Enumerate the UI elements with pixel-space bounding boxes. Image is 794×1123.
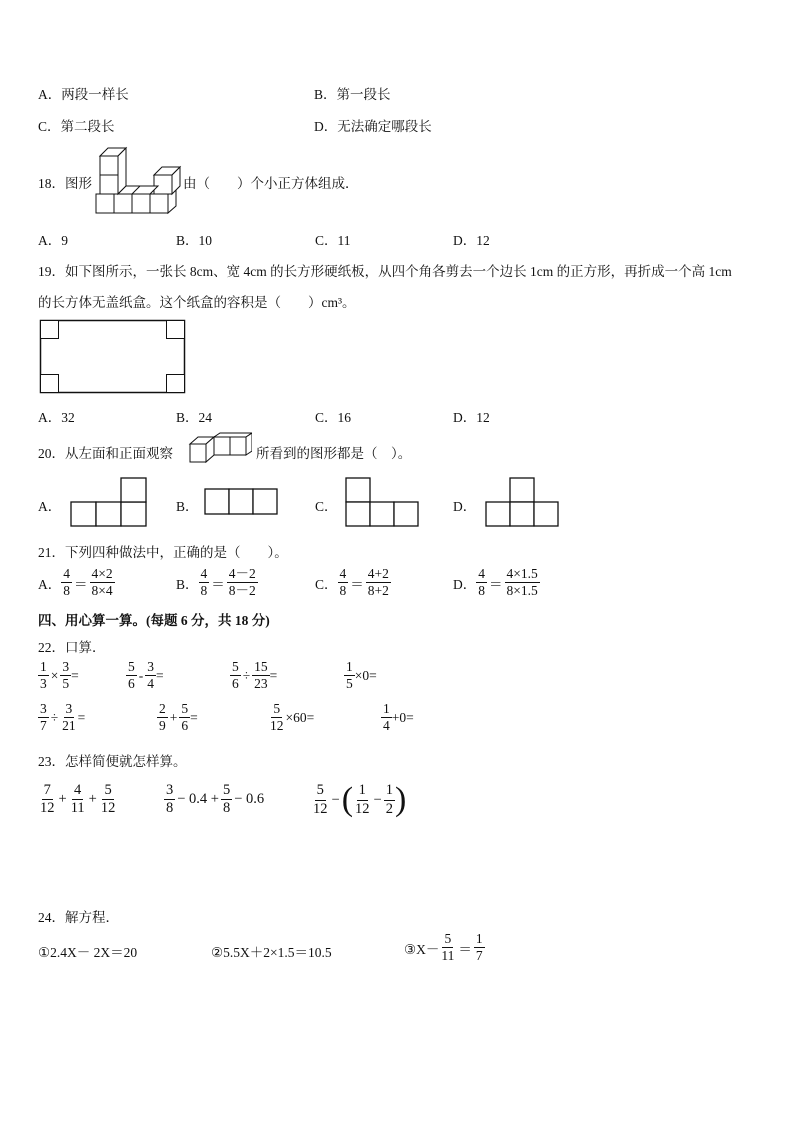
q21-option-c: C． $\frac{4}{8}$ ＝ $\frac{4+2}{8+2}$	[315, 566, 389, 599]
q22-expr-6: $\frac{2}{9}$ + $\frac{5}{6}$ =	[159, 701, 198, 734]
q20-option-c-label: C．	[315, 499, 338, 514]
q21-option-label: B．	[176, 576, 199, 592]
fraction: $\frac{4+2}{8+2}$	[367, 566, 389, 599]
q24-equation-3: ③X－ $\frac{5}{11}$ ＝ $\frac{1}{7}$	[404, 931, 483, 964]
q22-expr-7: $\frac{5}{12}$ ×60=	[270, 701, 315, 734]
q20-text-start: 20．从左面和正面观察	[38, 446, 173, 461]
q20-option-b-figure	[202, 487, 282, 517]
q21-option-label: A．	[38, 576, 62, 592]
section-4-heading: 四、用心算一算。(每题 6 分，共 18 分)	[38, 613, 270, 628]
q18-option-b: B．10	[176, 233, 213, 248]
q23-expr-2: $\frac{3}{8}$ − 0.4 + $\frac{5}{8}$ − 0.6	[166, 782, 265, 817]
q21-text: 21．下列四种做法中，正确的是（ ）。	[38, 545, 288, 560]
fraction: $\frac{4}{8}$	[339, 566, 347, 599]
q22-expr-8: $\frac{1}{4}$ +0=	[383, 701, 414, 734]
q19-option-b: B．24	[176, 410, 213, 425]
q22-title: 22．口算．	[38, 640, 106, 655]
fraction: $\frac{4}{8}$	[63, 566, 70, 599]
q17-option-d: D．无法确定哪段长	[314, 119, 432, 134]
q18-text: 由（ ）个小正方体组成．	[183, 176, 359, 191]
cardboard-rectangle-figure-q19	[38, 318, 188, 396]
q19-option-d: D．12	[453, 410, 490, 425]
fraction: $\frac{4\times 2}{8\times 4}$	[91, 566, 113, 599]
q22-expr-1: $\frac{1}{3}$ × $\frac{3}{5}$ =	[40, 659, 79, 692]
q19-option-a: A．32	[38, 410, 75, 425]
q23-expr-1: $\frac{7}{12}$ + $\frac{4}{11}$ + $\frac{5}{12}$	[40, 782, 116, 817]
q20-option-a-label: A．	[38, 499, 62, 514]
q17-option-b: B．第一段长	[314, 87, 391, 102]
q19-option-c: C．16	[315, 410, 352, 425]
q18-option-d: D．12	[453, 233, 490, 248]
cube-stack-figure-q18	[92, 142, 184, 216]
q22-expr-5: $\frac{3}{7}$ ÷ $\frac{3}{21}$ =	[40, 701, 86, 734]
q22-expr-4: $\frac{1}{5}$ ×0=	[346, 659, 377, 692]
q18-option-c: C．11	[315, 233, 351, 248]
fraction: $\frac{4\times 1.5}{8\times 1.5}$	[506, 566, 538, 599]
fraction: $\frac{4-2}{8-2}$	[228, 566, 256, 599]
q20-option-c-figure	[344, 476, 424, 528]
q17-option-c: C．第二段长	[38, 119, 115, 134]
q22-expr-3: $\frac{5}{6}$ ÷ $\frac{15}{23}$ =	[232, 659, 278, 692]
q18-number: 18．图形	[38, 176, 92, 191]
q21-option-d: D． $\frac{4}{8}$ ＝ $\frac{4\times 1.5}{8\times 1.5}$	[453, 566, 538, 599]
q20-option-a-figure	[68, 476, 150, 528]
q23-title: 23．怎样简便就怎样算。	[38, 754, 187, 769]
fraction: $\frac{4}{8}$	[200, 566, 208, 599]
q19-text-line2: 的长方体无盖纸盒。这个纸盒的容积是（ ）cm³。	[38, 295, 356, 310]
q22-expr-2: $\frac{5}{6}$ - $\frac{3}{4}$ =	[128, 659, 164, 692]
q20-text-end: 所看到的图形都是（ ）。	[256, 446, 412, 461]
q21-option-b: B． $\frac{4}{8}$ ＝ $\frac{4-2}{8-2}$	[176, 566, 256, 599]
q24-equation-1: ①2.4X－ 2X＝20	[38, 945, 138, 960]
q21-option-label: D．	[453, 576, 477, 592]
q23-expr-3: $\frac{5}{12}$ − ( $\frac{1}{12}$ − $\frac{1}{2}$ )	[313, 781, 407, 818]
q24-equation-2: ②5.5X＋2×1.5＝10.5	[211, 945, 332, 960]
cube-arrangement-figure-q20	[188, 432, 252, 466]
q24-title: 24．解方程．	[38, 910, 119, 925]
q20-option-d-label: D．	[453, 499, 477, 514]
q18-option-a: A．9	[38, 233, 68, 248]
q20-option-d-figure	[484, 476, 564, 528]
q19-text-line1: 19．如下图所示，一张长 8cm、宽 4cm 的长方形硬纸板，从四个角各剪去一个边长 1cm 的正方形，再折成一个高 1cm	[38, 264, 732, 279]
q21-option-a: A． $\frac{4}{8}$ ＝ $\frac{4\times 2}{8\times 4}$	[38, 566, 113, 599]
q17-option-a: A．两段一样长	[38, 87, 129, 102]
q20-option-b-label: B．	[176, 499, 199, 514]
fraction: $\frac{4}{8}$	[478, 566, 485, 599]
q21-option-label: C．	[315, 576, 338, 592]
